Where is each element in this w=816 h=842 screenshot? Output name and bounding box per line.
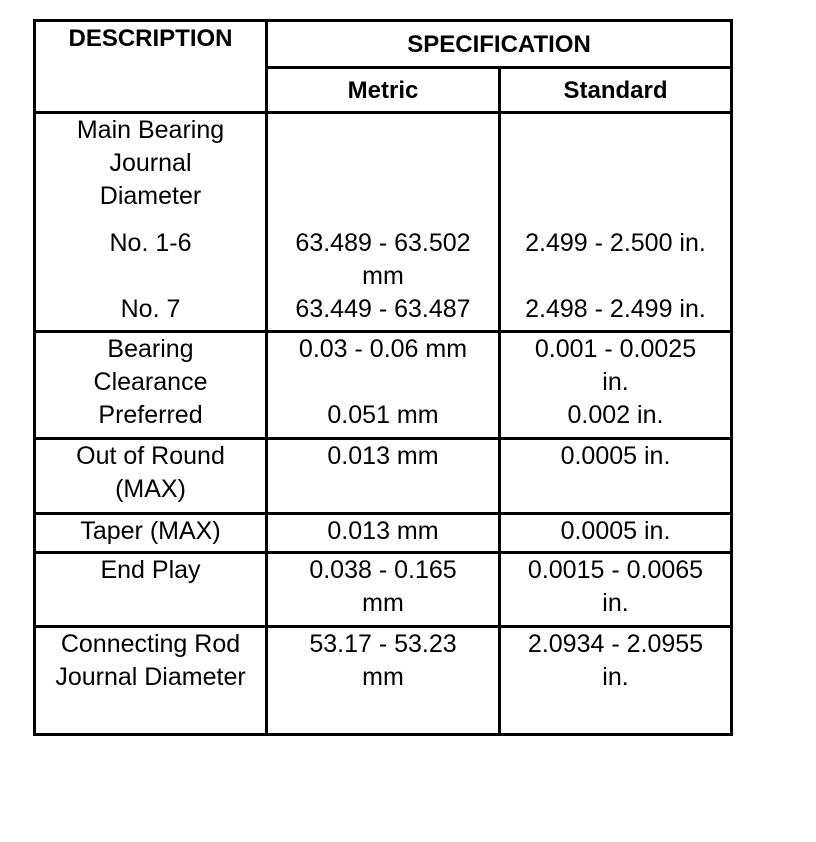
- table-row: [35, 332, 732, 400]
- out-of-round-label: Out of Round (MAX): [35, 439, 267, 514]
- taper-metric: 0.013 mm: [267, 514, 500, 553]
- description-header: DESCRIPTION: [35, 21, 267, 113]
- end-play-label: End Play: [35, 553, 267, 627]
- out-of-round-metric: 0.013 mm: [267, 439, 500, 514]
- preferred-metric: 0.051 mm: [267, 399, 500, 439]
- end-play-standard: 0.0015 - 0.0065 in.: [500, 553, 732, 627]
- connecting-rod-metric: 53.17 - 53.23 mm: [267, 627, 500, 735]
- no-1-6-label: No. 1-6: [35, 227, 267, 293]
- table-row: [35, 553, 732, 627]
- table-row: [35, 399, 732, 439]
- no-7-metric: 63.449 - 63.487: [267, 293, 500, 332]
- header-row: [35, 21, 732, 68]
- metric-header: Metric: [267, 68, 500, 113]
- connecting-rod-standard: 2.0934 - 2.0955 in.: [500, 627, 732, 735]
- taper-label: Taper (MAX): [35, 514, 267, 553]
- table-row: [35, 514, 732, 553]
- out-of-round-standard: 0.0005 in.: [500, 439, 732, 514]
- table-row: [35, 113, 732, 228]
- table-row: [35, 227, 732, 293]
- no-1-6-standard: 2.499 - 2.500 in.: [500, 227, 732, 293]
- bearing-clearance-metric: 0.03 - 0.06 mm: [267, 332, 500, 400]
- main-bearing-label: Main Bearing Journal Diameter: [35, 113, 267, 228]
- end-play-metric: 0.038 - 0.165 mm: [267, 553, 500, 627]
- table-row: [35, 439, 732, 514]
- bearing-clearance-label: Bearing Clearance: [35, 332, 267, 400]
- taper-standard: 0.0005 in.: [500, 514, 732, 553]
- no-7-standard: 2.498 - 2.499 in.: [500, 293, 732, 332]
- connecting-rod-label: Connecting Rod Journal Diameter: [35, 627, 267, 735]
- table-row: [35, 627, 732, 735]
- preferred-label: Preferred: [35, 399, 267, 439]
- bearing-clearance-standard: 0.001 - 0.0025 in.: [500, 332, 732, 400]
- no-7-label: No. 7: [35, 293, 267, 332]
- standard-header: Standard: [500, 68, 732, 113]
- no-1-6-metric: 63.489 - 63.502 mm: [267, 227, 500, 293]
- specification-header: SPECIFICATION: [267, 21, 732, 68]
- table-row: [35, 293, 732, 332]
- specification-table: [33, 19, 733, 736]
- preferred-standard: 0.002 in.: [500, 399, 732, 439]
